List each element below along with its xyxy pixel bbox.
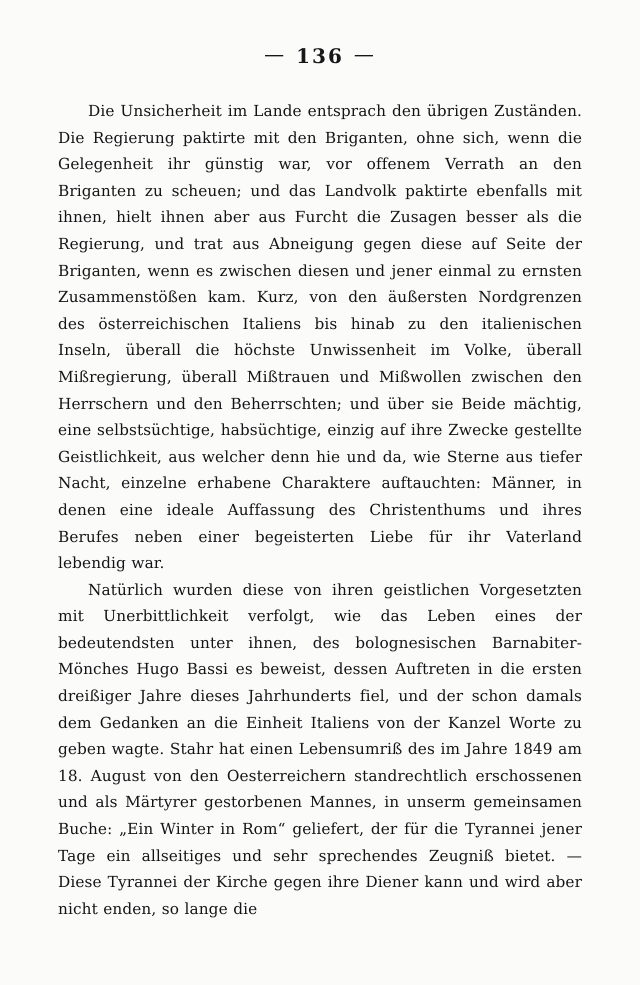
paragraph-2: Natürlich wurden diese von ihren geistlichen Vorgesetzten mit Unerbittlichkeit verfolgt, wie das Leben eines der bedeutendsten unter ihnen, des bolognesischen Barnabiter-Mönches Hugo Bassi es beweist, dessen Auftreten in die ersten dreißiger Jahre dieses Jahrhunderts fiel, und der schon damals dem Gedanken an die Einheit Italiens von der Kanzel Worte zu geben wagte. Stahr hat einen Lebensumriß des im Jahre 1849 am 18. August von den Oesterreichern standrechtlich erschossenen und als Märtyrer gestorbenen Mannes, in unserm gemeinsamen Buche: „Ein Winter in Rom“ geliefert, der für die Tyrannei jener Tage ein allseitiges und sehr sprechendes Zeugniß bietet. — Diese Tyrannei der Kirche gegen ihre Diener kann und wird aber nicht enden, so lange die bbox=[58, 580, 582, 918]
page-number-header bbox=[0, 44, 640, 68]
page-number: 136 bbox=[296, 44, 344, 68]
paragraph-1: Die Unsicherheit im Lande entsprach den übrigen Zuständen. Die Regierung paktirte mit den Briganten, ohne sich, wenn die Gelegenheit ihr günstig war, vor offenem Verrath an den Briganten zu scheuen; und das Landvolk paktirte ebenfalls mit ihnen, hielt ihnen aber aus Furcht die Zusagen besser als die Regierung, und trat aus Abneigung gegen diese auf Seite der Briganten, wenn es zwischen diesen und jener einmal zu ernsten Zusammenstößen kam. Kurz, von den äußersten Nordgrenzen des österreichischen Italiens bis hinab zu den italienischen Inseln, überall die höchste Unwissenheit im Volke, überall Mißregierung, überall Mißtrauen und Mißwollen zwischen den Herrschern und den Beherrschten; und über sie Beide mächtig, eine selbstsüchtige, habsüchtige, einzig auf ihre Zwecke gestellte Geistlichkeit, aus welcher denn hie und da, wie Sterne aus tiefer Nacht, einzelne erhabene Charaktere auftauchten: Männer, in denen eine ideale Auffassung des Christenthums und ihres Berufes neben einer begeisterten Liebe für ihr Vaterland lebendig war. bbox=[58, 102, 582, 573]
page-number-dash-left: — bbox=[264, 42, 287, 66]
page-number-dash-right: — bbox=[353, 42, 376, 66]
page-body bbox=[58, 98, 582, 922]
